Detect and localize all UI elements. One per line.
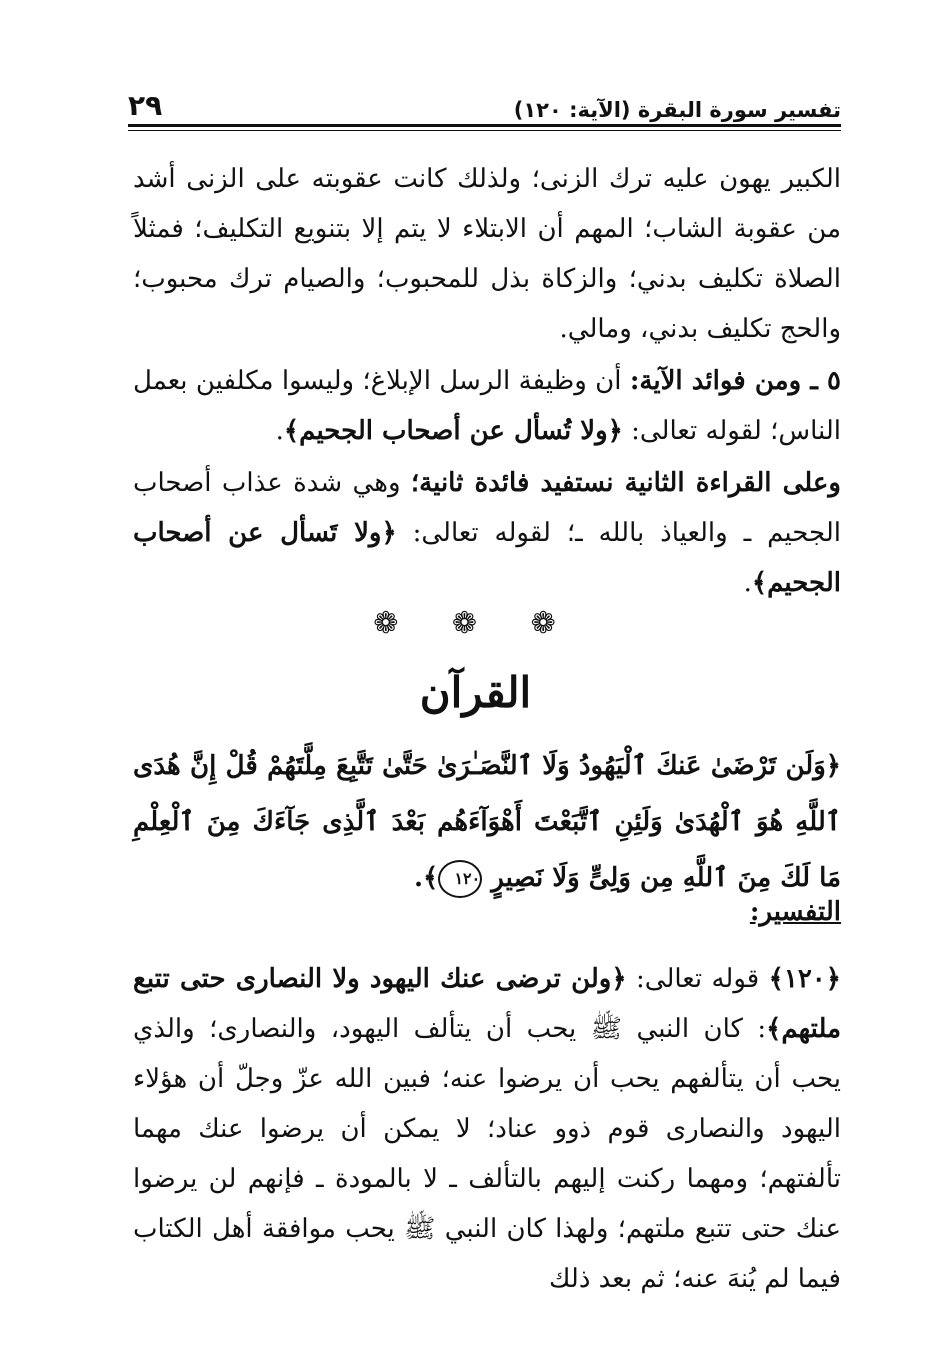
paragraph-2: [133, 356, 841, 456]
paragraph-3-end: .: [743, 568, 752, 598]
quran-quote: ﴿ولن ترضى عنك اليهود ولا النصارى حتى تتبع ملتهم﴾: [133, 964, 841, 1044]
header-rule-thin: [128, 130, 841, 131]
paragraph-1: [133, 154, 841, 354]
page-number: ٢٩: [128, 89, 163, 122]
paragraph-1-text: الكبير يهون عليه ترك الزنى؛ ولذلك كانت عقوبته على الزنى أشد من عقوبة الشاب؛ المهم أن الابتلاء لا يتم إلا بتنويع التكليف؛ فمثلاً الصلاة تكليف بدني؛ والزكاة بذل للمحبوب؛ والصيام ترك محبوب؛ والحج تكليف بدني، ومالي.: [133, 164, 841, 344]
tafsir-paragraph: [133, 954, 841, 1304]
verse-number-ref: ﴿١٢٠﴾: [768, 964, 841, 994]
quran-quote: ﴿ولا تَسأل عن أصحاب الجحيم﴾: [133, 518, 841, 598]
tafsir-intro: قوله تعالى:: [626, 964, 769, 994]
ayah-number-marker: ١٢٠: [438, 860, 482, 898]
quran-quote: ﴿ولا تُسأل عن أصحاب الجحيم﴾: [283, 416, 623, 446]
running-title: تفسير سورة البقرة (الآية: ١٢٠): [513, 98, 841, 122]
benefit-lead: ٥ ـ ومن فوائد الآية:: [629, 366, 841, 396]
tafsir-text: : كان النبي ﷺ يحب أن يتألف اليهود، والنصارى؛ والذي يحب أن يتألفهم يحب أن يرضوا عنه؛ فبين الله عزّ وجلّ أن هؤلاء اليهود والنصارى قوم ذوو عناد؛ لا يمكن أن يرضوا عنك مهما تألفتهم؛ ومهما ركنت إليهم بالتألف ـ لا بالمودة ـ فإنهم لن يرضوا عنك حتى تتبع ملتهم؛ ولهذا كان النبي ﷺ يحب موافقة أهل الكتاب فيما لم يُنهَ عنه؛ ثم بعد ذلك: [133, 1014, 841, 1294]
paragraph-2-end: .: [275, 416, 284, 446]
verse-end: ﴾.: [413, 863, 439, 893]
paragraph-3-text: وهي شدة عذاب أصحاب الجحيم ـ والعياذ بالله ـ؛ لقوله تعالى:: [133, 468, 841, 548]
page-header: [128, 82, 841, 122]
quran-heading: القرآن: [419, 668, 532, 717]
header-rule-thick: [128, 124, 841, 127]
verse-text: ﴿وَلَن تَرْضَىٰ عَنكَ ٱلْيَهُودُ وَلَا ٱلنَّصَـٰرَىٰ حَتَّىٰ تَتَّبِعَ مِلَّتَهُمْ قُلْ إِنَّ هُدَى ٱللَّهِ هُوَ ٱلْهُدَىٰ وَلَئِنِ ٱتَّبَعْتَ أَهْوَآءَهُم بَعْدَ ٱلَّذِى جَآءَكَ مِنَ ٱلْعِلْمِ مَا لَكَ مِنَ ٱللَّهِ مِن وَلِىٍّ وَلَا نَصِيرٍ: [133, 751, 841, 893]
second-reading-lead: وعلى القراءة الثانية نستفيد فائدة ثانية؛: [410, 468, 841, 498]
paragraph-3: [133, 458, 841, 608]
paragraph-2-text: أن وظيفة الرسل الإبلاغ؛ وليسوا مكلفين بعمل الناس؛ لقوله تعالى:: [133, 366, 841, 446]
tafsir-heading: التفسير:: [749, 897, 841, 927]
section-divider-stars: ❁ ❁ ❁: [373, 606, 578, 641]
quran-verse: [133, 738, 841, 906]
